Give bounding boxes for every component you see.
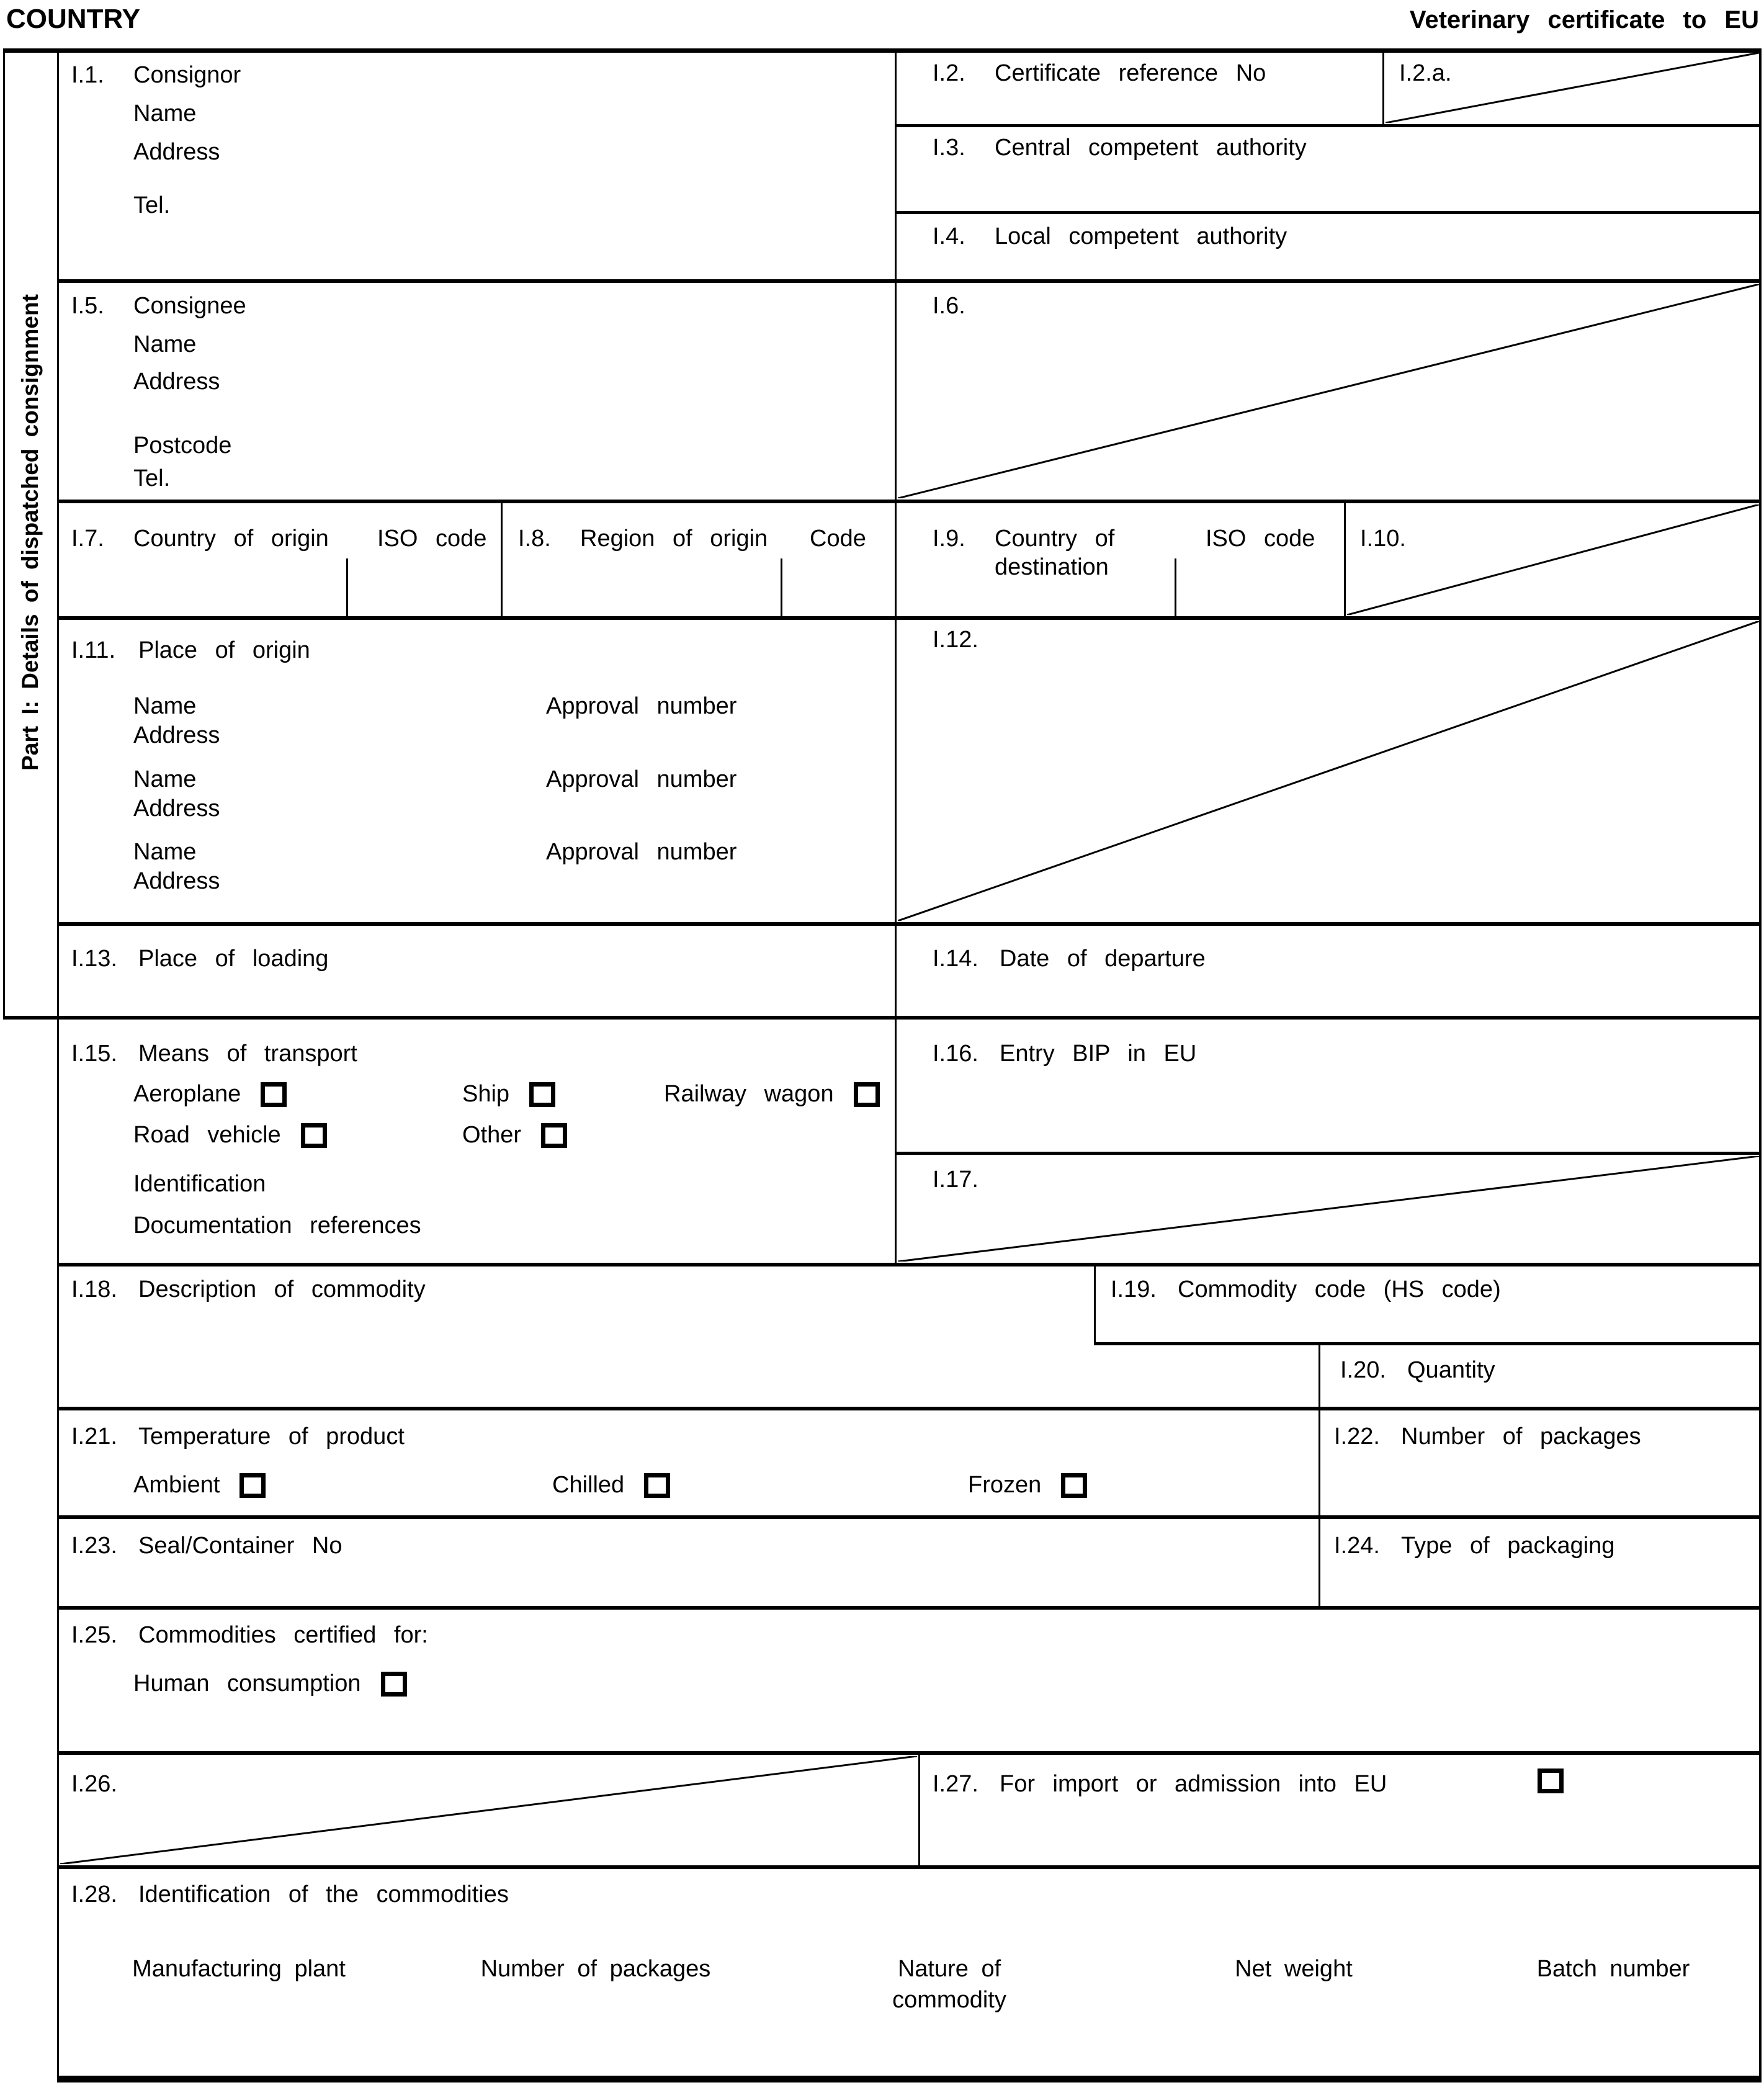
field-i16-no: I.16. (933, 1041, 978, 1067)
import-admission-checkbox[interactable] (1538, 1769, 1564, 1793)
field-i19-label: Commodity code (HS code) (1178, 1276, 1501, 1302)
country-heading: COUNTRY (6, 4, 140, 34)
field-i19-no: I.19. (1111, 1276, 1157, 1302)
border-top (3, 48, 1761, 53)
frozen-label: Frozen (968, 1472, 1042, 1498)
option-ship (462, 1081, 664, 1108)
field-i25-label: Commodities certified for: (138, 1622, 428, 1648)
border-i19-left (1094, 1263, 1096, 1345)
field-i21 (71, 1422, 405, 1451)
field-i18 (71, 1275, 426, 1304)
field-i6-no: I.6. (933, 293, 965, 319)
border-row9-bottom (57, 1606, 1761, 1610)
i7-iso-code-label: ISO code (377, 526, 487, 552)
field-i7 (71, 524, 329, 553)
tick-i7-iso (346, 558, 348, 617)
field-i21-label: Temperature of product (138, 1423, 405, 1450)
field-i13 (71, 944, 328, 973)
i11-entry3-name: Name (133, 839, 197, 865)
i11-entry1-name: Name (133, 693, 197, 719)
ambient-checkbox[interactable] (240, 1473, 266, 1498)
field-i15-no: I.15. (71, 1041, 117, 1067)
i9-iso-code-label: ISO code (1206, 526, 1315, 552)
i15-transport-row2 (133, 1122, 567, 1149)
field-i8-no: I.8. (518, 526, 551, 552)
field-i1-label: Consignor (133, 62, 241, 88)
field-i25-no: I.25. (71, 1622, 117, 1648)
diagonal-i17 (898, 1156, 1759, 1262)
i5-address-label: Address (133, 369, 220, 395)
border-i19-bottom (1094, 1342, 1761, 1345)
border-bottom (57, 2076, 1761, 2082)
diagonal-i10 (1347, 504, 1759, 615)
border-row10-bottom (57, 1751, 1761, 1755)
field-i15-label: Means of transport (138, 1041, 357, 1067)
field-i4-label: Local competent authority (995, 223, 1287, 249)
border-i2-bottom (895, 124, 1761, 127)
diagonal-i12 (898, 621, 1759, 921)
i25-option-row (133, 1670, 407, 1697)
field-i5 (71, 292, 246, 320)
part1-sidebar (3, 48, 57, 1016)
ambient-label: Ambient (133, 1472, 220, 1498)
chilled-label: Chilled (552, 1472, 625, 1498)
i28-col-batch-number: Batch number (1536, 1956, 1690, 1982)
i1-name-label: Name (133, 101, 197, 127)
certificate-title: Veterinary certificate to EU (1409, 6, 1759, 34)
field-i5-label: Consignee (133, 293, 246, 319)
tick-i8-code (781, 558, 782, 617)
i15-identification-label: Identification (133, 1171, 266, 1197)
border-center (895, 48, 897, 1266)
border-row3-bottom (57, 616, 1761, 620)
i8-code-label: Code (810, 526, 866, 552)
field-i13-no: I.13. (71, 946, 117, 972)
aeroplane-label: Aeroplane (133, 1081, 241, 1107)
border-i2a-left (1382, 48, 1384, 127)
border-row1-bottom (57, 279, 1761, 283)
field-i8 (518, 524, 768, 553)
border-row8-bottom (57, 1515, 1761, 1519)
field-i28-label: Identification of the commodities (138, 1881, 509, 1907)
part1-sidebar-label: Part I: Details of dispatched consignment (17, 294, 43, 771)
field-i10-no: I.10. (1360, 526, 1406, 552)
field-i23-label: Seal/Container No (138, 1533, 343, 1559)
border-i9-i10 (1344, 500, 1346, 620)
i11-entry2-name: Name (133, 766, 197, 792)
field-i22 (1334, 1422, 1641, 1451)
field-i20 (1340, 1356, 1495, 1384)
border-row5-bottom (3, 1016, 1761, 1020)
border-row7-bottom (57, 1407, 1761, 1410)
field-i3 (933, 133, 1307, 162)
human-consumption-label: Human consumption (133, 1670, 361, 1697)
field-i2 (933, 59, 1266, 87)
field-i28-no: I.28. (71, 1881, 117, 1907)
field-i7-no: I.7. (71, 526, 104, 552)
field-i15 (71, 1039, 357, 1068)
option-aeroplane (133, 1081, 462, 1108)
i28-col-number-of-packages: Number of packages (480, 1956, 711, 1982)
ship-checkbox[interactable] (529, 1082, 555, 1107)
field-i27-no: I.27. (933, 1771, 978, 1797)
road-vehicle-label: Road vehicle (133, 1122, 281, 1148)
field-i14-label: Date of departure (1000, 946, 1206, 972)
i21-temperature-row (133, 1472, 1087, 1499)
i11-entry2-address: Address (133, 796, 220, 822)
field-i16-label: Entry BIP in EU (1000, 1041, 1197, 1067)
field-i14-no: I.14. (933, 946, 978, 972)
field-i18-label: Description of commodity (138, 1276, 426, 1302)
diagonal-i26 (60, 1756, 917, 1864)
i5-tel-label: Tel. (133, 465, 171, 491)
field-i27 (933, 1770, 1387, 1798)
i11-entry1-address: Address (133, 722, 220, 748)
i11-entry1-approval: Approval number (546, 693, 737, 719)
field-i23-no: I.23. (71, 1533, 117, 1559)
i1-tel-label: Tel. (133, 192, 171, 218)
i28-col-net-weight: Net weight (1235, 1956, 1353, 1982)
i15-documentation-references-label: Documentation references (133, 1213, 421, 1239)
field-i23 (71, 1531, 343, 1560)
option-road-vehicle (133, 1122, 462, 1149)
field-i4-no: I.4. (933, 223, 965, 249)
option-ambient (133, 1472, 552, 1499)
border-row6-bottom (57, 1263, 1761, 1266)
border-sidebar-left (3, 48, 5, 1020)
field-i5-no: I.5. (71, 293, 104, 319)
field-i17-no: I.17. (933, 1167, 978, 1193)
i11-entry3-approval: Approval number (546, 839, 737, 865)
field-i9-label: Country of destination (995, 526, 1115, 580)
border-row2-bottom (57, 500, 1761, 503)
border-i20-left (1319, 1342, 1320, 1610)
border-i26-i27 (918, 1751, 920, 1869)
field-i2-label: Certificate reference No (995, 60, 1266, 86)
human-consumption-checkbox[interactable] (381, 1672, 407, 1697)
i28-col-nature-of-commodity: Nature of commodity (892, 1956, 1006, 2013)
border-i16-bottom (895, 1152, 1761, 1155)
ship-label: Ship (462, 1081, 510, 1107)
i1-address-label: Address (133, 139, 220, 165)
field-i1-no: I.1. (71, 62, 104, 88)
field-i20-label: Quantity (1407, 1357, 1495, 1383)
field-i3-no: I.3. (933, 135, 965, 161)
field-i11 (71, 636, 310, 665)
field-i1 (71, 61, 241, 89)
railway-wagon-label: Railway wagon (664, 1081, 834, 1107)
field-i22-no: I.22. (1334, 1423, 1380, 1450)
other-checkbox[interactable] (541, 1123, 567, 1148)
i15-transport-row1 (133, 1081, 880, 1108)
option-railway-wagon (664, 1081, 880, 1108)
field-i13-label: Place of loading (138, 946, 329, 972)
field-i24 (1334, 1531, 1614, 1560)
field-i18-no: I.18. (71, 1276, 117, 1302)
field-i9-no: I.9. (933, 526, 965, 552)
field-i20-no: I.20. (1340, 1357, 1386, 1383)
i28-col-manufacturing-plant: Manufacturing plant (132, 1956, 346, 1982)
border-content-left (57, 48, 59, 2082)
field-i25 (71, 1621, 428, 1649)
field-i24-label: Type of packaging (1401, 1533, 1615, 1559)
aeroplane-checkbox[interactable] (261, 1082, 287, 1107)
field-i24-no: I.24. (1334, 1533, 1380, 1559)
field-i7-label: Country of origin (133, 526, 329, 552)
field-i9 (933, 524, 1181, 581)
field-i27-label: For import or admission into EU (1000, 1771, 1387, 1797)
field-i12-no: I.12. (933, 627, 978, 653)
field-i14 (933, 944, 1206, 973)
field-i22-label: Number of packages (1401, 1423, 1641, 1450)
railway-wagon-checkbox[interactable] (854, 1082, 880, 1107)
border-row4-bottom (57, 922, 1761, 926)
border-right (1759, 48, 1762, 2082)
option-other (462, 1122, 567, 1149)
road-vehicle-checkbox[interactable] (301, 1123, 327, 1148)
field-i3-label: Central competent authority (995, 135, 1307, 161)
i11-entry3-address: Address (133, 868, 220, 894)
diagonal-i6 (898, 284, 1759, 498)
chilled-checkbox[interactable] (644, 1473, 670, 1498)
field-i19 (1111, 1275, 1501, 1304)
other-label: Other (462, 1122, 522, 1148)
field-i11-no: I.11. (71, 637, 116, 663)
border-i7-i8 (501, 500, 503, 620)
field-i2-no: I.2. (933, 60, 965, 86)
field-i11-label: Place of origin (138, 637, 310, 663)
border-i3-bottom (895, 211, 1761, 214)
field-i16 (933, 1039, 1196, 1068)
field-i28 (71, 1880, 509, 1909)
option-human-consumption (133, 1670, 407, 1697)
i5-name-label: Name (133, 331, 197, 357)
field-i8-label: Region of origin (580, 526, 768, 552)
field-i4 (933, 222, 1287, 251)
field-i21-no: I.21. (71, 1423, 117, 1450)
i5-postcode-label: Postcode (133, 433, 232, 459)
frozen-checkbox[interactable] (1061, 1473, 1087, 1498)
field-i2a-no: I.2.a. (1399, 60, 1452, 86)
field-i26-no: I.26. (71, 1771, 117, 1797)
i11-entry2-approval: Approval number (546, 766, 737, 792)
border-row11-bottom (57, 1865, 1761, 1869)
option-frozen (968, 1472, 1087, 1499)
option-chilled (552, 1472, 968, 1499)
